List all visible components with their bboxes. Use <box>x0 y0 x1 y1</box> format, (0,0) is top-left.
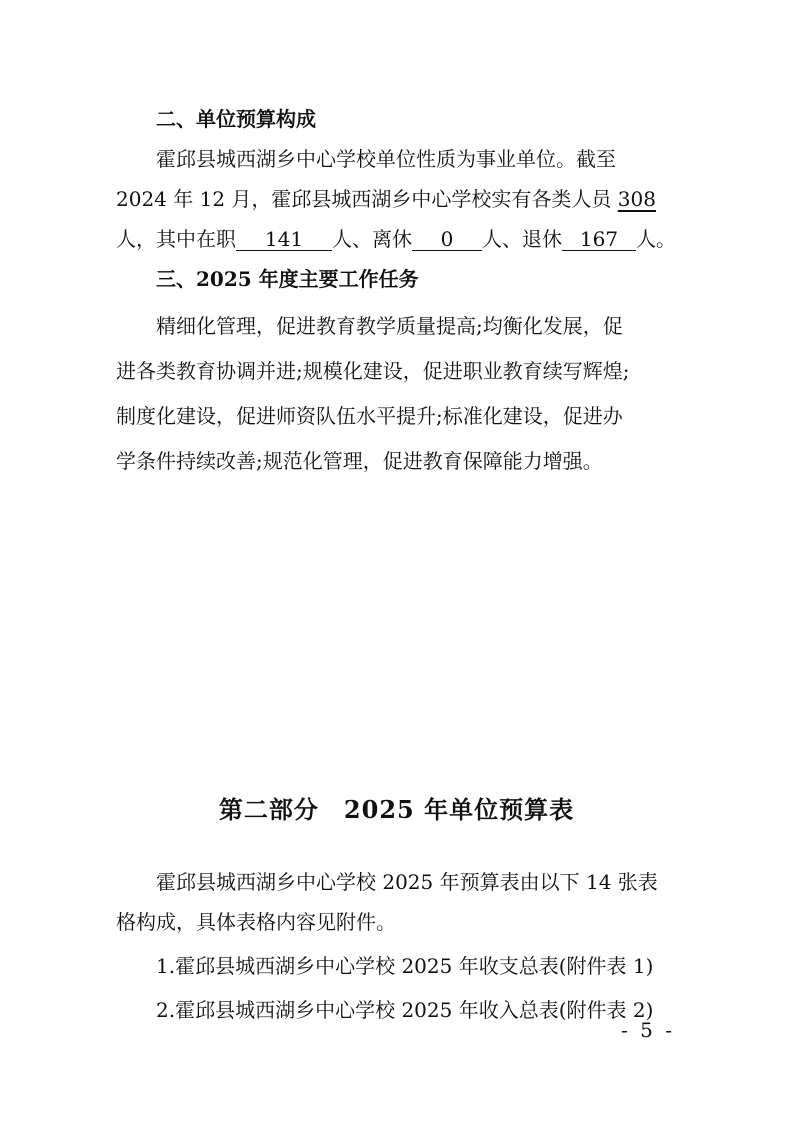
paragraph-line <box>116 179 676 219</box>
paragraph-line: 霍邱县城西湖乡中心学校单位性质为事业单位。截至 <box>156 147 616 171</box>
paragraph-line: 精细化管理，促进教育教学质量提高;均衡化发展，促 <box>156 314 623 338</box>
section-heading: 二、单位预算构成 <box>156 107 316 131</box>
paragraph-line: 霍邱县城西湖乡中心学校 2025 年预算表由以下 14 张表 <box>156 870 658 894</box>
staff-retired-value: 167 <box>562 228 636 251</box>
paragraph-line: 学条件持续改善;规范化管理，促进教育保障能力增强。 <box>116 449 603 473</box>
staff-total-value: 308 <box>617 187 656 211</box>
paragraph-line: 格构成，具体表格内容见附件。 <box>116 910 396 934</box>
section-main-tasks <box>116 259 676 481</box>
paragraph-text: 人。 <box>636 227 676 251</box>
list-item: 1.霍邱县城西湖乡中心学校 2025 年收支总表(附件表 1) <box>156 954 654 978</box>
paragraph-text: 人、离休 <box>332 227 412 251</box>
staff-active-value: 141 <box>236 228 332 251</box>
paragraph-text: 人、退休 <box>482 227 562 251</box>
section-heading: 三、2025 年度主要工作任务 <box>156 267 419 291</box>
paragraph-text: 2024 年 12 月，霍邱县城西湖乡中心学校实有各类人员 <box>116 187 618 211</box>
paragraph-line: 制度化建设，促进师资队伍水平提升;标准化建设，促进办 <box>116 404 623 428</box>
paragraph-line <box>116 219 676 259</box>
page-number: - 5 - <box>621 1018 675 1042</box>
part-title: 第二部分 2025 年单位预算表 <box>218 795 575 824</box>
list-item: 2.霍邱县城西湖乡中心学校 2025 年收入总表(附件表 2) <box>156 998 654 1022</box>
paragraph-text: 人，其中在职 <box>116 227 236 251</box>
section-unit-budget-composition <box>116 99 676 259</box>
part2-intro <box>116 862 676 1030</box>
paragraph-line: 进各类教育协调并进;规模化建设，促进职业教育续写辉煌; <box>116 359 630 383</box>
staff-retired-veteran-value: 0 <box>412 228 482 251</box>
